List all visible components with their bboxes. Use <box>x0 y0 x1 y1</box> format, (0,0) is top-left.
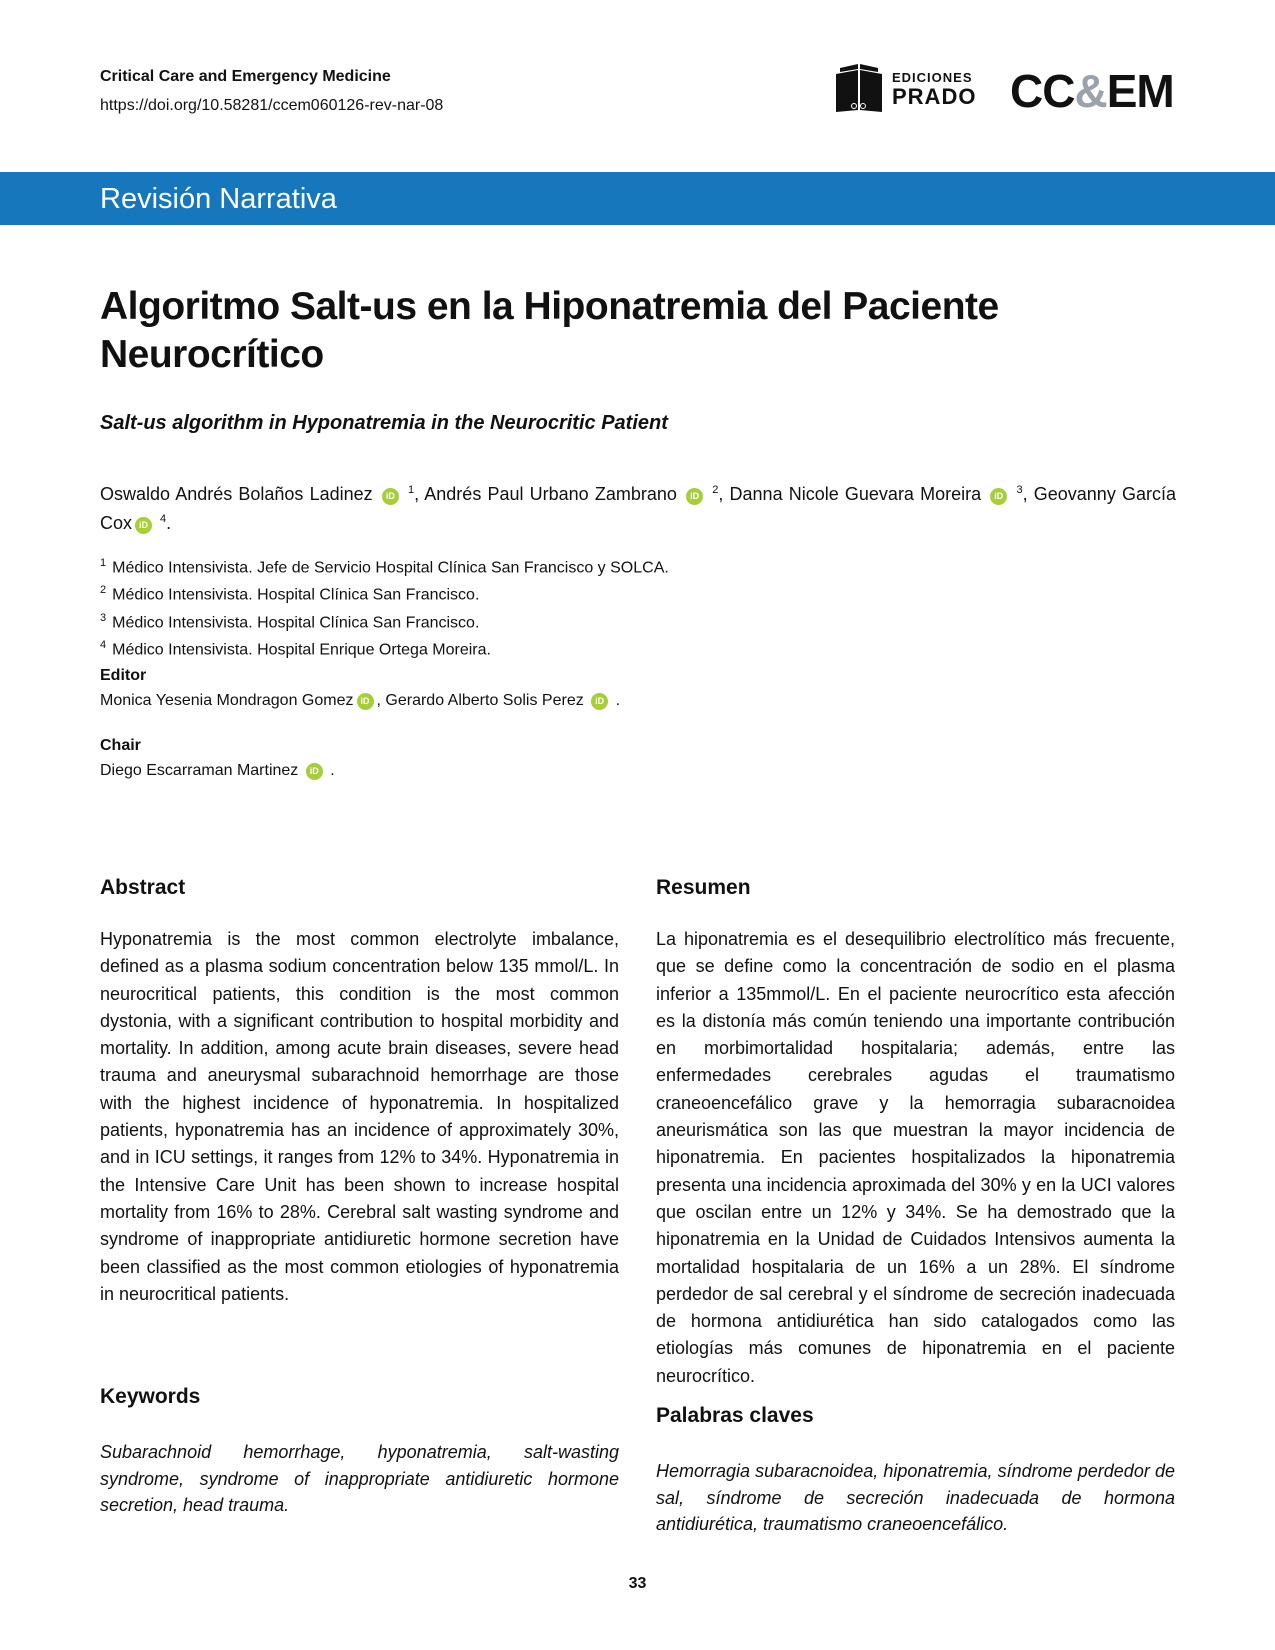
author-name: Andrés Paul Urbano Zambrano <box>424 484 677 504</box>
author-name: Danna Nicole Guevara Moreira <box>729 484 982 504</box>
author-affiliation-ref: 2 <box>712 484 719 496</box>
orcid-icon[interactable]: iD <box>990 488 1007 505</box>
palabras-heading: Palabras claves <box>656 1404 814 1427</box>
author-separator: , <box>1022 484 1034 504</box>
doi-link[interactable]: https://doi.org/10.58281/ccem060126-rev-nar-08 <box>100 97 444 114</box>
orcid-icon[interactable]: iD <box>306 763 323 780</box>
keywords-text: Subarachnoid hemorrhage, hyponatremia, salt-wasting syndrome, syndrome of inappropriate antidiuretic hormone secretion, head trauma. <box>100 1442 619 1515</box>
author-separator: , <box>718 484 730 504</box>
section-label: Revisión Narrativa <box>100 183 337 215</box>
affiliation-item: $^4$ Médico Intensivista. Hospital Enrique Ortega Moreira. <box>100 638 491 659</box>
orcid-icon[interactable]: iD <box>382 488 399 505</box>
editor-name: Monica Yesenia Mondragon Gomez <box>100 692 354 709</box>
editor-name: Gerardo Alberto Solis Perez <box>385 692 584 709</box>
affiliation-item: $^1$ Médico Intensivista. Jefe de Servicio Hospital Clínica San Francisco y SOLCA. <box>100 557 669 577</box>
logo-ampersand: & <box>1074 65 1107 117</box>
affiliation-item: $^3$ Médico Intensivista. Hospital Clínica San Francisco. <box>100 611 480 631</box>
orcid-icon[interactable]: iD <box>686 488 703 505</box>
page-number: 33 <box>628 1575 647 1592</box>
journal-logo <box>1010 64 1174 118</box>
author-list <box>100 478 1176 536</box>
abstract-text: Hyponatremia is the most common electrolyte imbalance, defined as a plasma sodium concentration below 135 mmol/L. In neurocritical patients, this condition is the most common dystonia, with a significant contribution to hospital morbidity and mortality. In addition, among acute brain diseases, severe head trauma and aneurysmal subarachnoid hemorrhage are those with the highest incidence of hyponatremia. In hospitalized patients, hyponatremia has an incidence of approximately 30%, and in ICU settings, it ranges from 12% to 34%. Hyponatremia in the Intensive Care Unit has been shown to increase hospital mortality from 16% to 28%. Cerebral salt wasting syndrome and syndrome of inappropriate antidiuretic hormone secretion have been classified as the most common etiologies of hyponatremia in neurocritical patients. <box>100 929 619 1304</box>
author-affiliation-ref: 4 <box>160 513 167 525</box>
author-separator: . <box>166 513 172 533</box>
abstract-heading: Abstract <box>100 876 186 899</box>
logo-em: EM <box>1106 65 1174 117</box>
editor-heading: Editor <box>100 667 147 684</box>
editor-names: Monica Yesenia Mondragon Gomez iD , Gerardo Alberto Solis Perez iD . <box>100 692 621 709</box>
article-subtitle: Salt-us algorithm in Hyponatremia in the Neurocritic Patient <box>100 412 668 434</box>
author-affiliation-ref: 3 <box>1016 484 1023 496</box>
publisher-name-line1: EDICIONES <box>892 69 973 85</box>
author-name: Oswaldo Andrés Bolaños Ladinez <box>100 484 373 504</box>
chair-name: Diego Escarraman Martinez <box>100 762 299 779</box>
palabras-text: Hemorragia subaracnoidea, hiponatremia, síndrome perdedor de sal, síndrome de secreción inadecuada de hormona antidiurética, traumatismo craneoencefálico. <box>656 1461 1175 1534</box>
affiliation-list <box>100 552 669 661</box>
publisher-name-line2: PRADO <box>892 83 977 109</box>
orcid-icon[interactable]: iD <box>135 517 152 534</box>
journal-name: Critical Care and Emergency Medicine <box>100 68 391 85</box>
resumen-heading: Resumen <box>656 876 751 899</box>
keywords-heading: Keywords <box>100 1385 201 1408</box>
author-separator: , <box>414 484 425 504</box>
chair-names: Diego Escarraman Martinez iD . <box>100 762 335 779</box>
article-title: Algoritmo Salt-us en la Hiponatremia del Paciente Neurocrítico <box>100 285 999 376</box>
book-logo-icon <box>832 62 886 116</box>
orcid-icon[interactable]: iD <box>591 693 608 710</box>
resumen-text: La hiponatremia es el desequilibrio electrolítico más frecuente, que se define como la concentración de sodio en el plasma inferior a 135mmol/L. En el paciente neurocrítico esta afección es la distonía más común teniendo una importante contribución en morbimortalidad hospitalaria; además, entre las enfermedades cerebrales agudas el traumatismo craneoencefálico grave y la hemorragia subaracnoidea aneurismática son las que muestran la mayor incidencia de hiponatremia. En pacientes hospitalizados la hiponatremia presenta una incidencia aproximada del 30% y en la UCI valores que oscilan entre un 12% y 34%. Se ha demostrado que la hiponatremia en la Unidad de Cuidados Intensivos aumenta la mortalidad hospitalaria de un 16% a un 28%. El síndrome perdedor de sal cerebral y el síndrome de secreción inadecuada de hormona antidiurética han sido catalogados como las etiologías más comunes de hiponatremia en el paciente neurocrítico. <box>656 929 1175 1386</box>
orcid-icon[interactable]: iD <box>357 693 374 710</box>
chair-heading: Chair <box>100 737 141 754</box>
logo-cc: CC <box>1010 65 1075 117</box>
publisher-logo <box>832 60 976 118</box>
author-name: Geovanny García Cox <box>100 484 1176 533</box>
author-affiliation-ref: 1 <box>407 484 415 496</box>
affiliation-item: $^2$ Médico Intensivista. Hospital Clínica San Francisco. <box>100 584 480 604</box>
